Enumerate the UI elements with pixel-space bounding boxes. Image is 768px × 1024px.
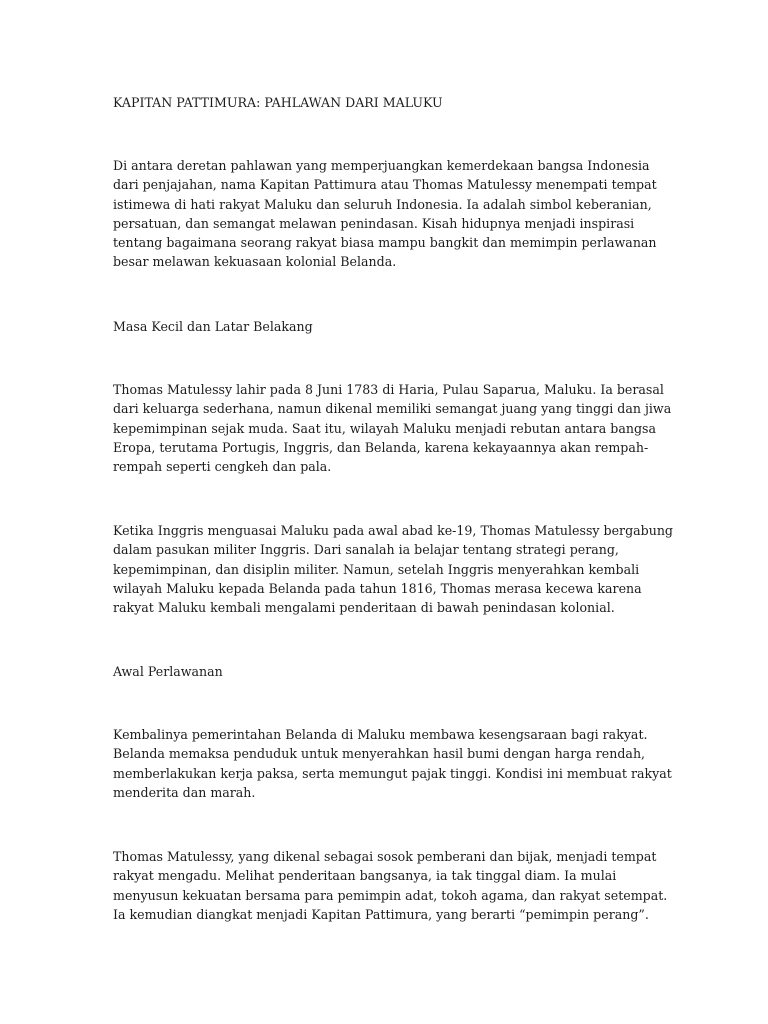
intro-paragraph: Di antara deretan pahlawan yang memperjuangkan kemerdekaan bangsa Indonesia dari penjajahan, nama Kapitan Pattimura atau Thomas Matulessy menempati tempat istimewa di hati rakyat Maluku dan seluruh Indonesia. Ia adalah simbol keberanian, persatuan, dan semangat melawan penindasan. Kisah hidupnya menjadi inspirasi tentang bagaimana seorang rakyat biasa mampu bangkit dan memimpin perlawanan besar melawan kekuasaan kolonial Belanda.: [113, 158, 657, 270]
resistance-paragraph-1: Kembalinya pemerintahan Belanda di Maluku membawa kesengsaraan bagi rakyat. Belanda memaksa penduduk untuk menyerahkan hasil bumi dengan harga rendah, memberlakukan kerja paksa, serta memungut pajak tinggi. Kondisi ini membuat rakyat menderita dan marah.: [113, 727, 672, 800]
childhood-paragraph-1: Thomas Matulessy lahir pada 8 Juni 1783 di Haria, Pulau Saparua, Maluku. Ia berasal dari keluarga sederhana, namun dikenal memiliki semangat juang yang tinggi dan jiwa kepemimpinan sejak muda. Saat itu, wilayah Maluku menjadi rebutan antara bangsa Eropa, terutama Portugis, Inggris, dan Belanda, karena kekayaannya akan rempah-rempah seperti cengkeh dan pala.: [113, 382, 672, 475]
section-heading-resistance: Awal Perlawanan: [113, 664, 223, 679]
childhood-paragraph-2: Ketika Inggris menguasai Maluku pada awal abad ke-19, Thomas Matulessy bergabung dalam pasukan militer Inggris. Dari sanalah ia belajar tentang strategi perang, kepemimpinan, dan disiplin militer. Namun, setelah Inggris menyerahkan kembali wilayah Maluku kepada Belanda pada tahun 1816, Thomas merasa kecewa karena rakyat Maluku kembali mengalami penderitaan di bawah penindasan kolonial.: [113, 523, 673, 616]
document-title: KAPITAN PATTIMURA: PAHLAWAN DARI MALUKU: [113, 95, 443, 110]
resistance-paragraph-2: Thomas Matulessy, yang dikenal sebagai sosok pemberani dan bijak, menjadi tempat rakyat mengadu. Melihat penderitaan bangsanya, ia tak tinggal diam. Ia mulai menyusun kekuatan bersama para pemimpin adat, tokoh agama, dan rakyat setempat. Ia kemudian diangkat menjadi Kapitan Pattimura, yang berarti “pemimpin perang”.: [113, 849, 668, 922]
section-heading-childhood: Masa Kecil dan Latar Belakang: [113, 319, 313, 334]
